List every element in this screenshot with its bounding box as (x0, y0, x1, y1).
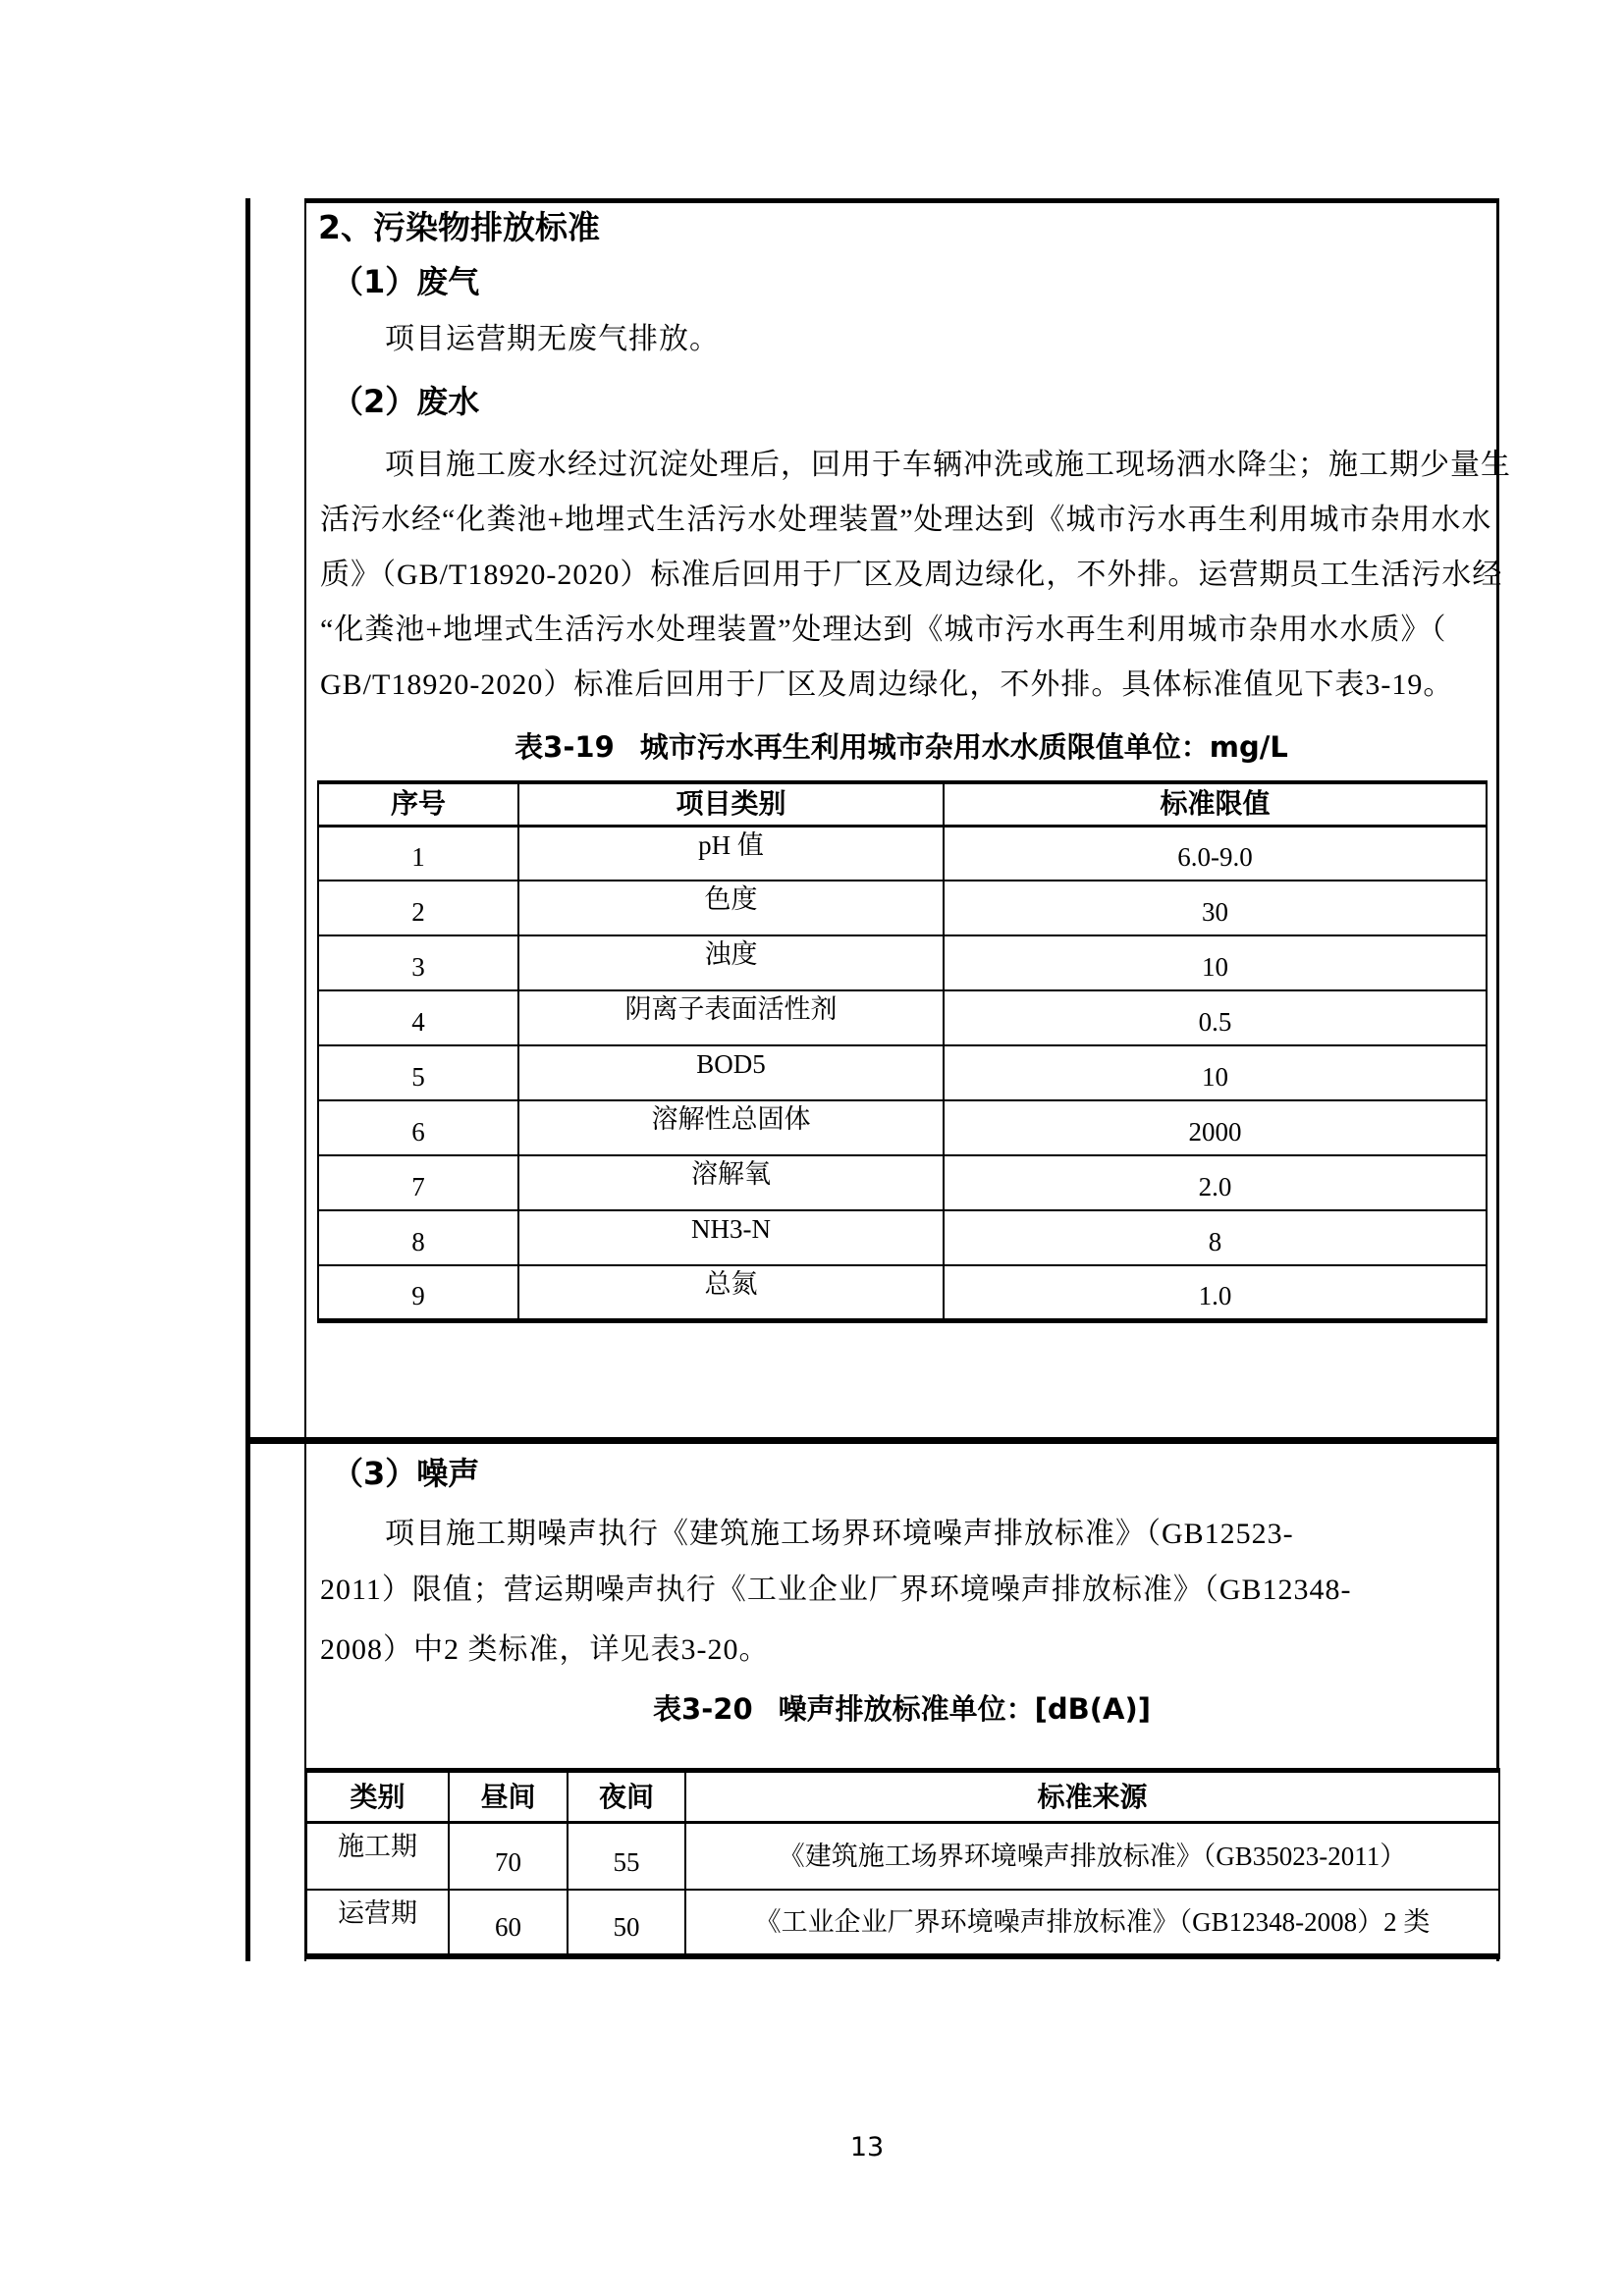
waste-water-line-4: “化粪池+地埋式生活污水处理装置”处理达到《城市污水再生利用城市杂用水水质》（ (320, 614, 1447, 646)
waste-water-heading: （2）废水 (332, 383, 480, 420)
row-category: 运营期 (306, 1890, 449, 1956)
page-number: 13 (849, 2132, 885, 2163)
row-category: 施工期 (306, 1823, 449, 1890)
col-header-no: 序号 (318, 782, 518, 826)
row-limit: 10 (944, 1045, 1487, 1100)
row-limit: 10 (944, 935, 1487, 990)
table-row (318, 1045, 1487, 1100)
row-no: 8 (318, 1210, 518, 1265)
row-day-value: 60 (449, 1890, 568, 1956)
table-row (318, 1210, 1487, 1265)
noise-line-1: 项目施工期噪声执行《建筑施工场界环境噪声排放标准》（GB12523- (385, 1518, 1294, 1550)
row-limit: 2.0 (944, 1155, 1487, 1210)
row-category: 溶解氧 (518, 1155, 944, 1210)
row-category: pH 值 (518, 826, 944, 881)
row-category: 溶解性总固体 (518, 1100, 944, 1155)
table-row (318, 1265, 1487, 1320)
table19-caption (317, 730, 1486, 764)
row-no: 2 (318, 881, 518, 935)
row-night-value: 55 (568, 1823, 685, 1890)
noise-heading: （3）噪声 (332, 1455, 480, 1492)
table-row (318, 1155, 1487, 1210)
table-header-row (318, 782, 1487, 826)
row-source: 《建筑施工场界环境噪声排放标准》（GB35023-2011） (685, 1823, 1499, 1890)
row-no: 3 (318, 935, 518, 990)
row-no: 5 (318, 1045, 518, 1100)
table-row (306, 1823, 1499, 1890)
row-category: 色度 (518, 881, 944, 935)
waste-gas-heading: （1）废气 (332, 263, 480, 300)
noise-line-3: 2008）中2 类标准，详见表3-20。 (320, 1633, 770, 1666)
table-row (306, 1890, 1499, 1956)
noise-standard-table (305, 1768, 1500, 1959)
col-header-limit: 标准限值 (944, 782, 1487, 826)
row-no: 7 (318, 1155, 518, 1210)
noise-line-2: 2011）限值；营运期噪声执行《工业企业厂界环境噪声排放标准》（GB12348- (320, 1574, 1352, 1606)
row-no: 4 (318, 990, 518, 1045)
top-border (304, 198, 1499, 203)
row-limit: 0.5 (944, 990, 1487, 1045)
waste-water-line-2: 活污水经“化粪池+地埋式生活污水处理装置”处理达到《城市污水再生利用城市杂用水水 (320, 504, 1492, 536)
row-category: 阴离子表面活性剂 (518, 990, 944, 1045)
row-category: NH3-N (518, 1210, 944, 1265)
row-night-value: 50 (568, 1890, 685, 1956)
waste-water-line-1: 项目施工废水经过沉淀处理后，回用于车辆冲洗或施工现场洒水降尘；施工期少量生 (385, 449, 1511, 481)
row-source: 《工业企业厂界环境噪声排放标准》（GB12348-2008）2 类 (685, 1890, 1499, 1956)
row-limit: 1.0 (944, 1265, 1487, 1320)
row-category: BOD5 (518, 1045, 944, 1100)
col-header-source: 标准来源 (685, 1771, 1499, 1823)
row-no: 6 (318, 1100, 518, 1155)
row-limit: 30 (944, 881, 1487, 935)
table19-caption-title: 城市污水再生利用城市杂用水水质限值单位：mg/L (639, 730, 1288, 764)
row-limit: 8 (944, 1210, 1487, 1265)
table-row (318, 881, 1487, 935)
row-divider (245, 1437, 1499, 1444)
col-header-day: 昼间 (449, 1771, 568, 1823)
table-row (318, 1100, 1487, 1155)
row-day-value: 70 (449, 1823, 568, 1890)
waste-water-line-5: GB/T18920-2020）标准后回用于厂区及周边绿化，不外排。具体标准值见下表3-19。 (320, 668, 1454, 701)
table20-caption-title: 噪声排放标准单位：[dB(A)] (778, 1692, 1151, 1726)
row-no: 9 (318, 1265, 518, 1320)
section-heading: 2、污染物排放标准 (318, 208, 600, 246)
table-row (318, 935, 1487, 990)
col-header-category: 项目类别 (518, 782, 944, 826)
col-header-night: 夜间 (568, 1771, 685, 1823)
water-quality-table (317, 780, 1488, 1323)
table20-caption-label: 表3-20 (653, 1692, 753, 1726)
row-category: 浊度 (518, 935, 944, 990)
waste-water-line-3: 质》（GB/T18920-2020）标准后回用于厂区及周边绿化，不外排。运营期员工生活污水经 (320, 559, 1503, 591)
table19-caption-label: 表3-19 (514, 730, 615, 764)
row-limit: 2000 (944, 1100, 1487, 1155)
row-category: 总氮 (518, 1265, 944, 1320)
table20-caption (305, 1692, 1498, 1726)
table-header-row (306, 1771, 1499, 1823)
col-header-category: 类别 (306, 1771, 449, 1823)
outer-left-border (245, 198, 250, 1961)
waste-gas-body: 项目运营期无废气排放。 (385, 323, 720, 355)
row-limit: 6.0-9.0 (944, 826, 1487, 881)
table-row (318, 990, 1487, 1045)
table-row (318, 826, 1487, 881)
row-no: 1 (318, 826, 518, 881)
